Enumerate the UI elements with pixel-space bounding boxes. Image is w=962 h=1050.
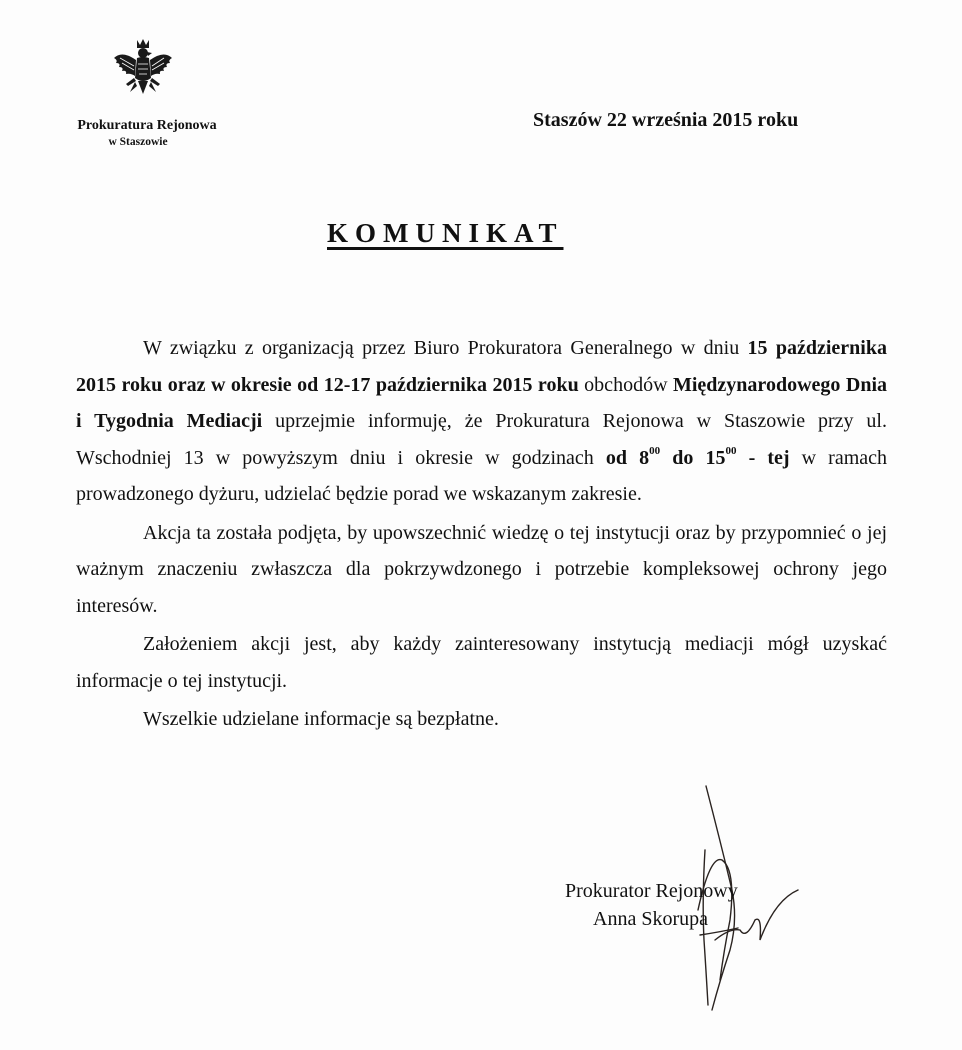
paragraph-4 [76, 701, 887, 738]
hours-to: do 15 [660, 446, 726, 469]
hours-suffix: - tej [736, 446, 790, 469]
paragraph-2 [76, 515, 887, 625]
document-body [76, 330, 887, 738]
text-segment: w ramach prowadzonego dyżuru, udzielać będzie porad we wskazanym zakresie. [76, 446, 888, 505]
signatory-role: Prokurator Rejonowy [565, 880, 738, 902]
organization-location: w Staszowie [108, 136, 168, 148]
signatory-name: Anna Skorupa [593, 908, 708, 930]
text-segment-bold: Międzynarodowego Dnia i Tygodnia Mediacji [76, 373, 887, 432]
hours-from: od 8 [605, 446, 650, 469]
hours-to-superscript: 00 [725, 444, 737, 457]
text-segment: Akcja ta została podjęta, by upowszechnić wiedzę o tej instytucji oraz by przypomnieć o jej ważnym znaczeniu zwłaszcza dla pokrzywdzonego i potrzebie kompleksowej ochrony jego interesów. [76, 521, 887, 617]
paragraph-1 [76, 330, 887, 513]
text-segment: Założeniem akcji jest, aby każdy zainteresowany instytucją mediacji mógł uzyskać informacje o tej instytucji. [76, 633, 887, 692]
text-segment-bold: 15 października 2015 roku oraz w okresie od 12-17 października 2015 roku [76, 337, 887, 396]
text-segment: uprzejmie informuję, że Prokuratura Rejonowa w Staszowie przy ul. Wschodniej 13 w powyższym dniu i okresie w godzinach [76, 410, 887, 469]
hours-from-superscript: 00 [649, 444, 661, 457]
organization-name: Prokuratura Rejonowa [77, 118, 217, 133]
polish-eagle-emblem-icon [108, 36, 178, 106]
organization-header [72, 117, 222, 150]
text-segment: W związku z organizacją przez Biuro Prokuratora Generalnego w dniu [143, 337, 748, 359]
paragraph-3 [76, 626, 887, 699]
place-date: Staszów 22 września 2015 roku [533, 109, 799, 131]
text-segment: Wszelkie udzielane informacje są bezpłatne. [143, 708, 499, 730]
document-title: KOMUNIKAT [327, 218, 564, 248]
text-segment: obchodów [578, 373, 673, 396]
